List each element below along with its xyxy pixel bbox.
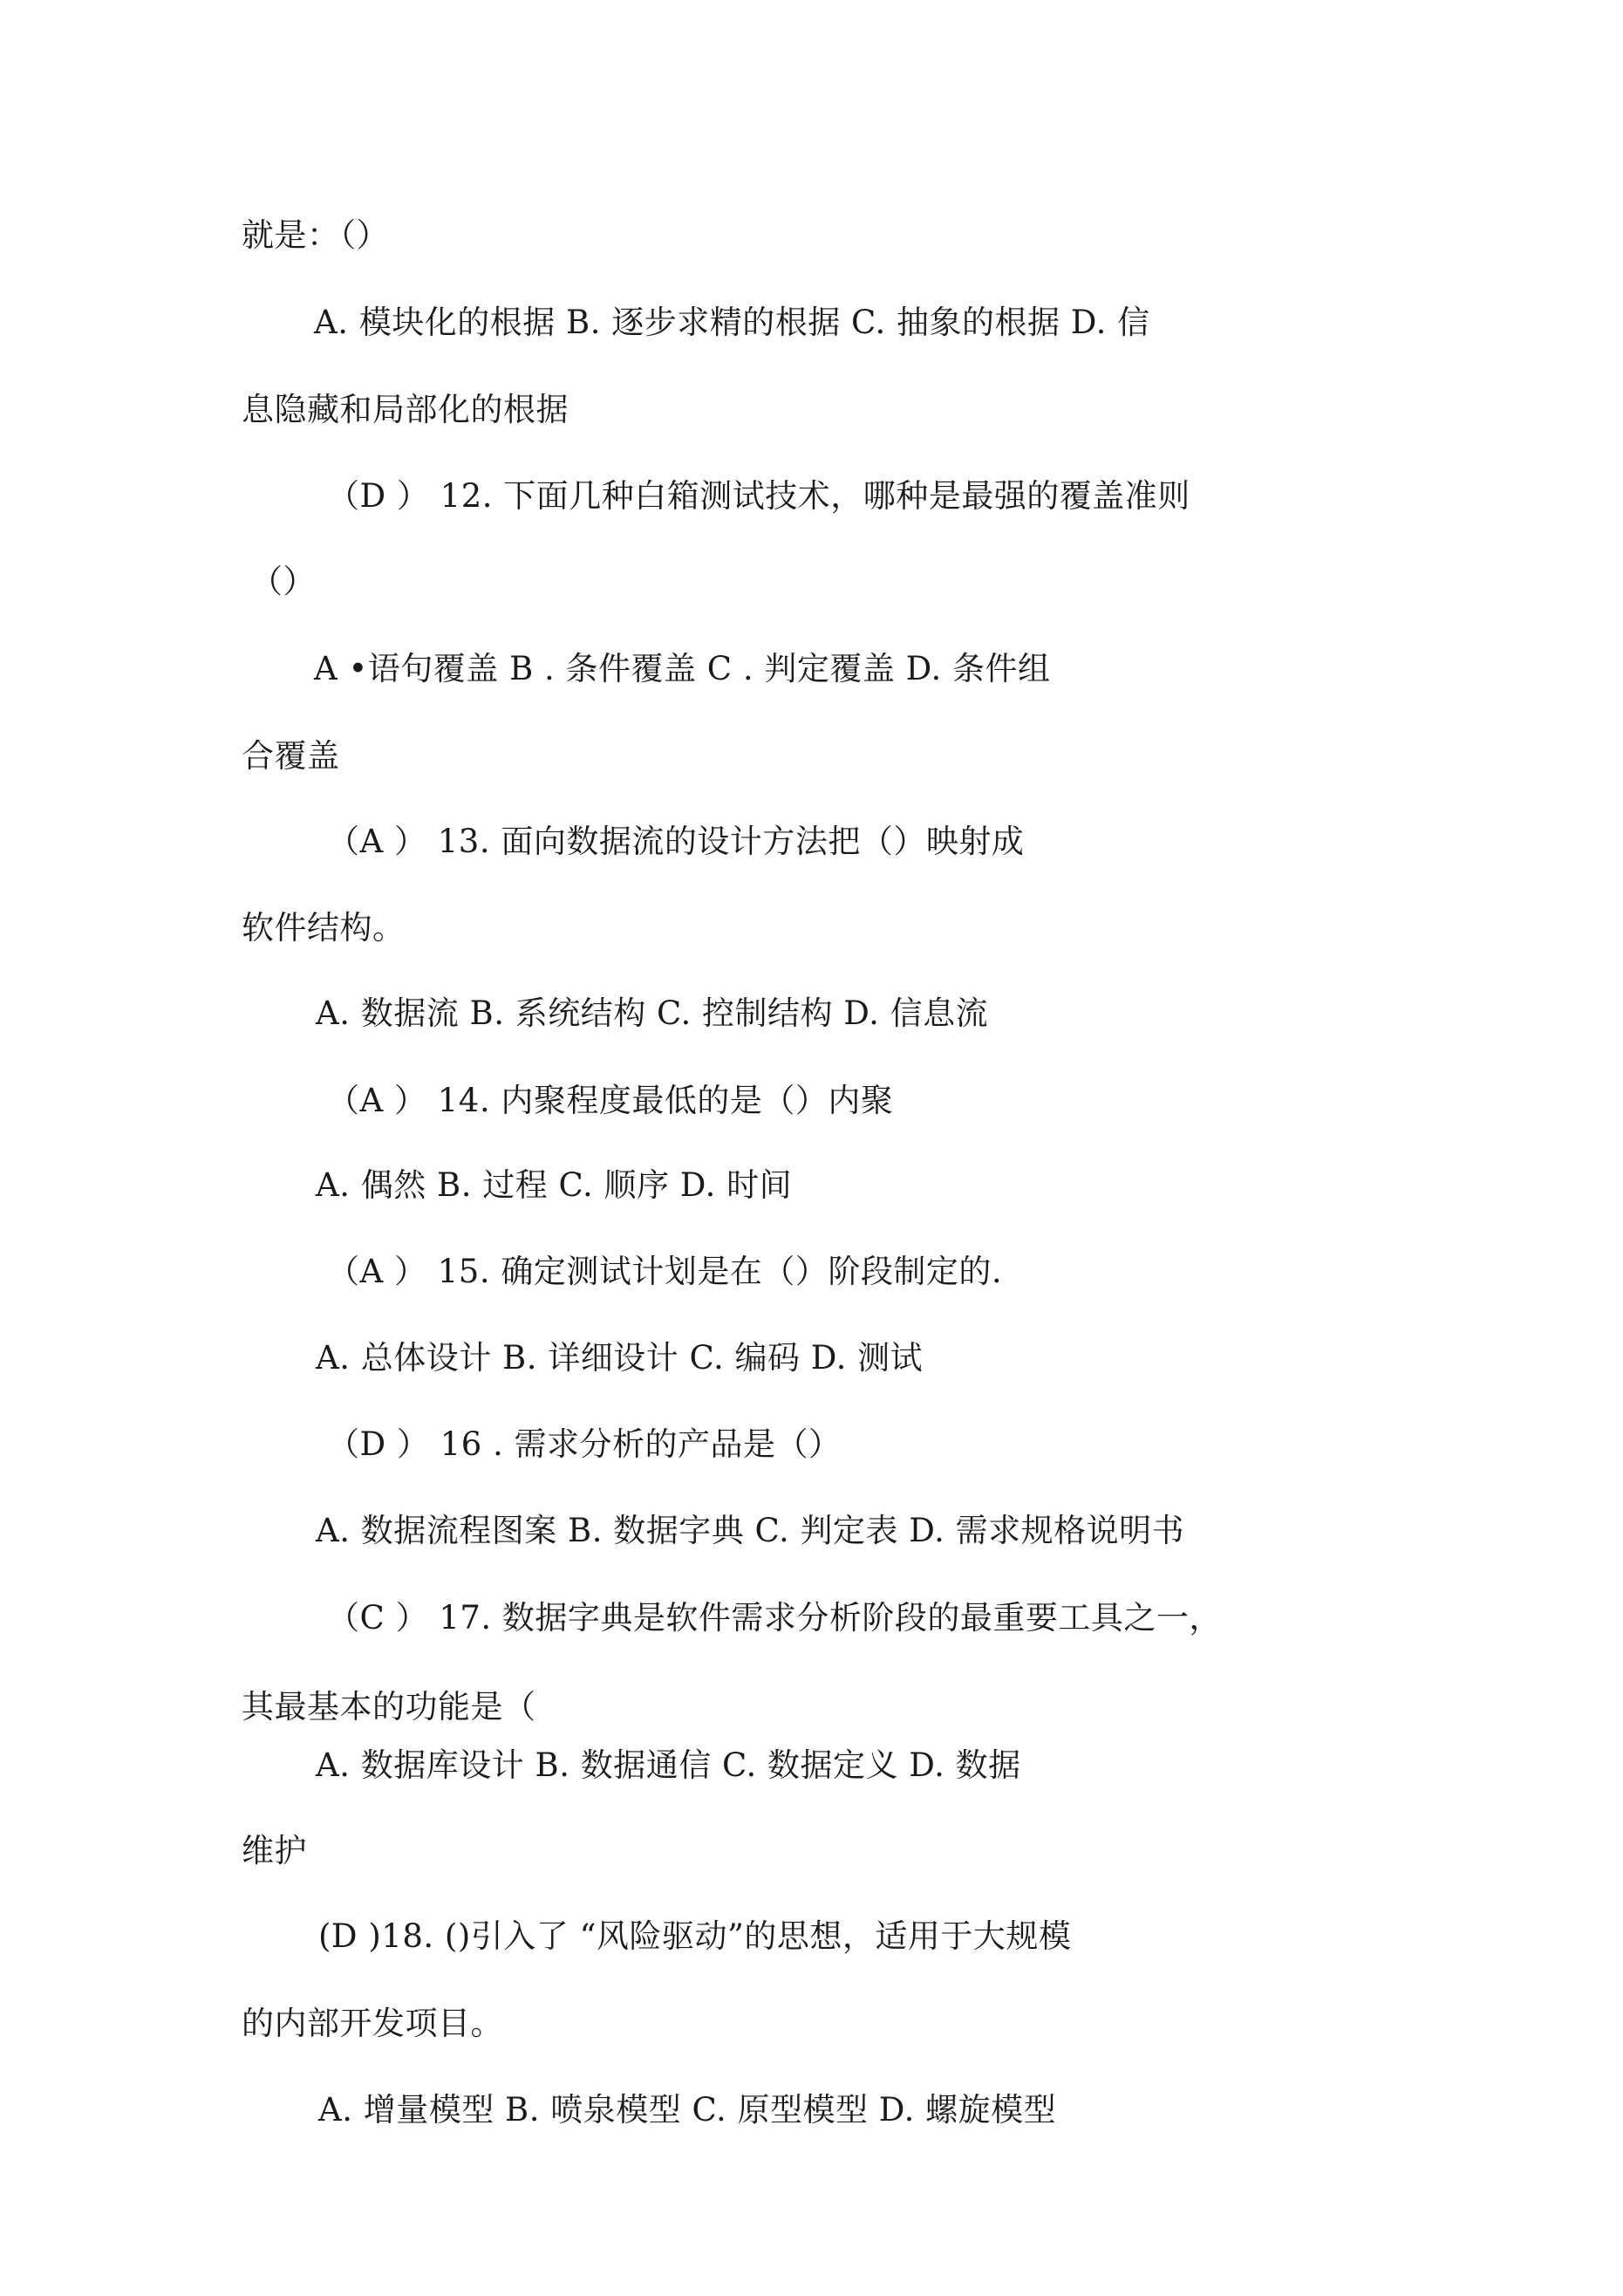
- options-15: A. 总体设计 B. 详细设计 C. 编码 D. 测试: [316, 1339, 924, 1377]
- question-14: （A ） 14. 内聚程度最低的是（）内聚: [327, 1082, 894, 1119]
- text-line: A. 模块化的根据 B. 逐步求精的根据 C. 抽象的根据 D. 信: [314, 304, 1150, 341]
- text-line: 维护: [242, 1832, 307, 1869]
- options-13: A. 数据流 B. 系统结构 C. 控制结构 D. 信息流: [316, 994, 989, 1032]
- options-14: A. 偶然 B. 过程 C. 顺序 D. 时间: [316, 1166, 793, 1204]
- options-17: A. 数据库设计 B. 数据通信 C. 数据定义 D. 数据: [316, 1746, 1021, 1784]
- text-line: （）: [250, 563, 316, 600]
- question-18: (D )18. ()引入了 “风险驱动”的思想，适用于大规模: [318, 1917, 1072, 1955]
- text-line: 其最基本的功能是（: [242, 1688, 536, 1725]
- options-18: A. 增量模型 B. 喷泉模型 C. 原型模型 D. 螺旋模型: [318, 2091, 1057, 2129]
- options-16: A. 数据流程图案 B. 数据字典 C. 判定表 D. 需求规格说明书: [316, 1512, 1185, 1549]
- question-17: （C ） 17. 数据字典是软件需求分析阶段的最重要工具之一，: [327, 1599, 1222, 1637]
- text-line: 合覆盖: [242, 737, 340, 775]
- text-line: 的内部开发项目。: [242, 2005, 503, 2042]
- question-12: （D ） 12. 下面几种白箱测试技术，哪种是最强的覆盖准则: [327, 477, 1190, 515]
- text-line: 息隐藏和局部化的根据: [242, 391, 569, 428]
- text-line: 软件结构。: [242, 909, 406, 946]
- question-16: （D ） 16 . 需求分析的产品是（）: [327, 1425, 842, 1463]
- options-12: A •语句覆盖 B . 条件覆盖 C . 判定覆盖 D. 条件组: [314, 650, 1051, 687]
- question-13: （A ） 13. 面向数据流的设计方法把（）映射成: [327, 823, 1025, 860]
- text-line: 就是：（）: [242, 216, 389, 254]
- question-15: （A ） 15. 确定测试计划是在（）阶段制定的.: [327, 1253, 1003, 1290]
